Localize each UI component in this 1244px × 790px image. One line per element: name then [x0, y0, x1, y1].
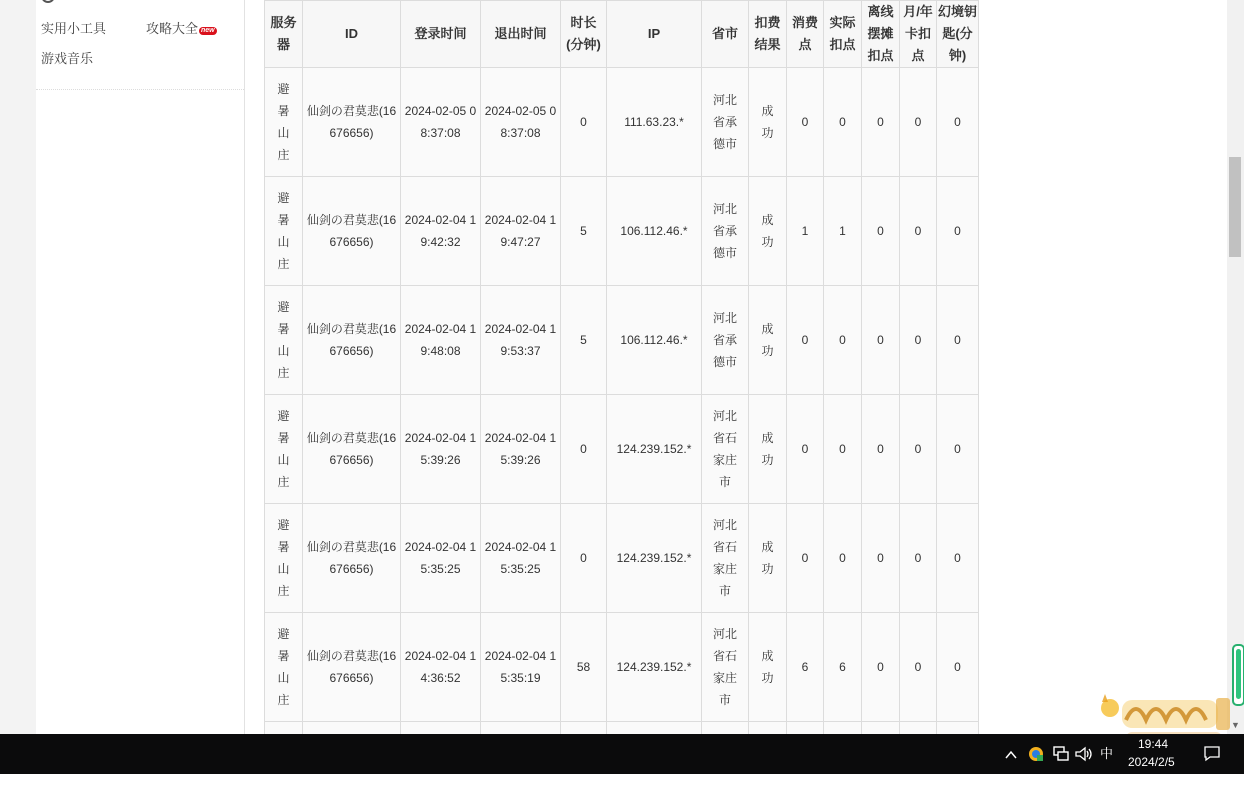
- sidebar-link-guides[interactable]: [146, 18, 217, 37]
- table-cell: 0: [937, 504, 979, 613]
- show-hidden-icons-chevron-up-icon[interactable]: [1004, 734, 1020, 774]
- table-cell: 0: [937, 395, 979, 504]
- table-cell: 1: [787, 177, 824, 286]
- login-records-table: [264, 0, 979, 763]
- table-cell: 仙剑の君莫悲(16676656): [303, 613, 401, 722]
- table-cell: 0: [824, 504, 862, 613]
- table-cell: 0: [824, 286, 862, 395]
- table-cell: 6: [824, 613, 862, 722]
- table-cell: 仙剑の君莫悲(16676656): [303, 286, 401, 395]
- ime-indicator[interactable]: 中: [1100, 746, 1114, 761]
- table-cell: 6: [787, 613, 824, 722]
- gear-icon[interactable]: [38, 0, 58, 8]
- sidebar-link-guides-label: 攻略大全: [146, 21, 199, 36]
- table-cell: 124.239.152.*: [607, 395, 702, 504]
- table-cell: 避暑山庄: [265, 68, 303, 177]
- table-cell: 河北省石家庄市: [702, 504, 749, 613]
- table-cell: 成功: [749, 286, 787, 395]
- table-cell: 成功: [749, 68, 787, 177]
- table-cell: 58: [561, 613, 607, 722]
- table-cell: 0: [900, 177, 937, 286]
- table-cell: 2024-02-04 19:47:27: [481, 177, 561, 286]
- table-cell: 避暑山庄: [265, 395, 303, 504]
- table-cell: 河北省石家庄市: [702, 395, 749, 504]
- table-cell: 0: [787, 395, 824, 504]
- clock-time[interactable]: 19:44: [1138, 737, 1169, 751]
- table-row: [265, 68, 979, 177]
- column-header: 登录时间: [401, 1, 481, 68]
- column-header: 省市: [702, 1, 749, 68]
- table-cell: 0: [862, 504, 900, 613]
- table-cell: 5: [561, 286, 607, 395]
- column-header: 服务器: [265, 1, 303, 68]
- table-cell: 2024-02-05 08:37:08: [481, 68, 561, 177]
- sidebar: [36, 0, 245, 734]
- vertical-scrollbar[interactable]: [1227, 0, 1244, 734]
- table-cell: 0: [862, 613, 900, 722]
- table-cell: 0: [862, 68, 900, 177]
- table-cell: 成功: [749, 177, 787, 286]
- table-cell: 仙剑の君莫悲(16676656): [303, 68, 401, 177]
- column-header: 实际扣点: [824, 1, 862, 68]
- sidebar-link-tools[interactable]: 实用小工具: [41, 21, 107, 36]
- table-cell: 124.239.152.*: [607, 613, 702, 722]
- table-cell: 2024-02-04 15:35:19: [481, 613, 561, 722]
- table-cell: 0: [824, 68, 862, 177]
- table-cell: 0: [862, 395, 900, 504]
- table-row: [265, 395, 979, 504]
- table-cell: 成功: [749, 613, 787, 722]
- table-row: [265, 613, 979, 722]
- table-row: [265, 504, 979, 613]
- table-cell: 仙剑の君莫悲(16676656): [303, 177, 401, 286]
- new-badge: new: [201, 27, 215, 34]
- table-cell: 2024-02-04 15:35:25: [401, 504, 481, 613]
- table-cell: 2024-02-04 19:53:37: [481, 286, 561, 395]
- table-cell: 0: [900, 286, 937, 395]
- column-header: 时长(分钟): [561, 1, 607, 68]
- column-header: 离线摆摊扣点: [862, 1, 900, 68]
- table-cell: 5: [561, 177, 607, 286]
- table-cell: 河北省承德市: [702, 177, 749, 286]
- column-header: ID: [303, 1, 401, 68]
- table-cell: 124.239.152.*: [607, 504, 702, 613]
- table-cell: 106.112.46.*: [607, 286, 702, 395]
- table-cell: 2024-02-05 08:37:08: [401, 68, 481, 177]
- table-cell: 0: [561, 395, 607, 504]
- table-cell: 0: [787, 504, 824, 613]
- column-header: 月/年卡扣点: [900, 1, 937, 68]
- clock-date[interactable]: 2024/2/5: [1128, 755, 1175, 769]
- table-cell: 0: [937, 68, 979, 177]
- table-cell: 0: [937, 613, 979, 722]
- table-cell: 0: [900, 504, 937, 613]
- table-row: [265, 286, 979, 395]
- table-row: [265, 177, 979, 286]
- sidebar-link-music[interactable]: 游戏音乐: [41, 51, 94, 66]
- table-cell: 避暑山庄: [265, 613, 303, 722]
- table-cell: 0: [900, 395, 937, 504]
- column-header: 消费点: [787, 1, 824, 68]
- table-header-row: [265, 1, 979, 68]
- table-cell: 0: [862, 177, 900, 286]
- table-cell: 河北省承德市: [702, 68, 749, 177]
- column-header: 退出时间: [481, 1, 561, 68]
- scroll-down-arrow-icon[interactable]: ▼: [1231, 720, 1240, 730]
- table-cell: 2024-02-04 19:48:08: [401, 286, 481, 395]
- table-cell: 0: [900, 68, 937, 177]
- table-cell: 2024-02-04 15:39:26: [481, 395, 561, 504]
- table-cell: 避暑山庄: [265, 504, 303, 613]
- table-cell: 2024-02-04 14:36:52: [401, 613, 481, 722]
- network-icon[interactable]: [1052, 745, 1070, 763]
- table-cell: 仙剑の君莫悲(16676656): [303, 504, 401, 613]
- notification-center-icon[interactable]: [1203, 744, 1221, 762]
- table-cell: 0: [787, 68, 824, 177]
- table-cell: 1: [824, 177, 862, 286]
- table-cell: 0: [937, 286, 979, 395]
- table-cell: 0: [561, 504, 607, 613]
- table-cell: 106.112.46.*: [607, 177, 702, 286]
- table-cell: 2024-02-04 19:42:32: [401, 177, 481, 286]
- table-cell: 0: [862, 286, 900, 395]
- left-gutter: [0, 0, 36, 734]
- volume-icon[interactable]: [1074, 745, 1094, 763]
- column-header: 幻境钥匙(分钟): [937, 1, 979, 68]
- table-cell: 避暑山庄: [265, 177, 303, 286]
- table-cell: 0: [900, 613, 937, 722]
- table-cell: 仙剑の君莫悲(16676656): [303, 395, 401, 504]
- table-cell: 避暑山庄: [265, 286, 303, 395]
- column-header: 扣费结果: [749, 1, 787, 68]
- table-cell: 河北省石家庄市: [702, 613, 749, 722]
- table-cell: 河北省承德市: [702, 286, 749, 395]
- table-cell: 0: [561, 68, 607, 177]
- table-cell: 0: [937, 177, 979, 286]
- taskbar: [0, 734, 1244, 774]
- table-cell: 2024-02-04 15:35:25: [481, 504, 561, 613]
- table-cell: 成功: [749, 395, 787, 504]
- tray-app-icon[interactable]: [1028, 746, 1044, 762]
- table-cell: 111.63.23.*: [607, 68, 702, 177]
- column-header: IP: [607, 1, 702, 68]
- sidebar-divider: [36, 89, 244, 90]
- table-cell: 2024-02-04 15:39:26: [401, 395, 481, 504]
- table-cell: 0: [787, 286, 824, 395]
- table-cell: 成功: [749, 504, 787, 613]
- table-cell: 0: [824, 395, 862, 504]
- scroll-thumb[interactable]: [1229, 157, 1241, 257]
